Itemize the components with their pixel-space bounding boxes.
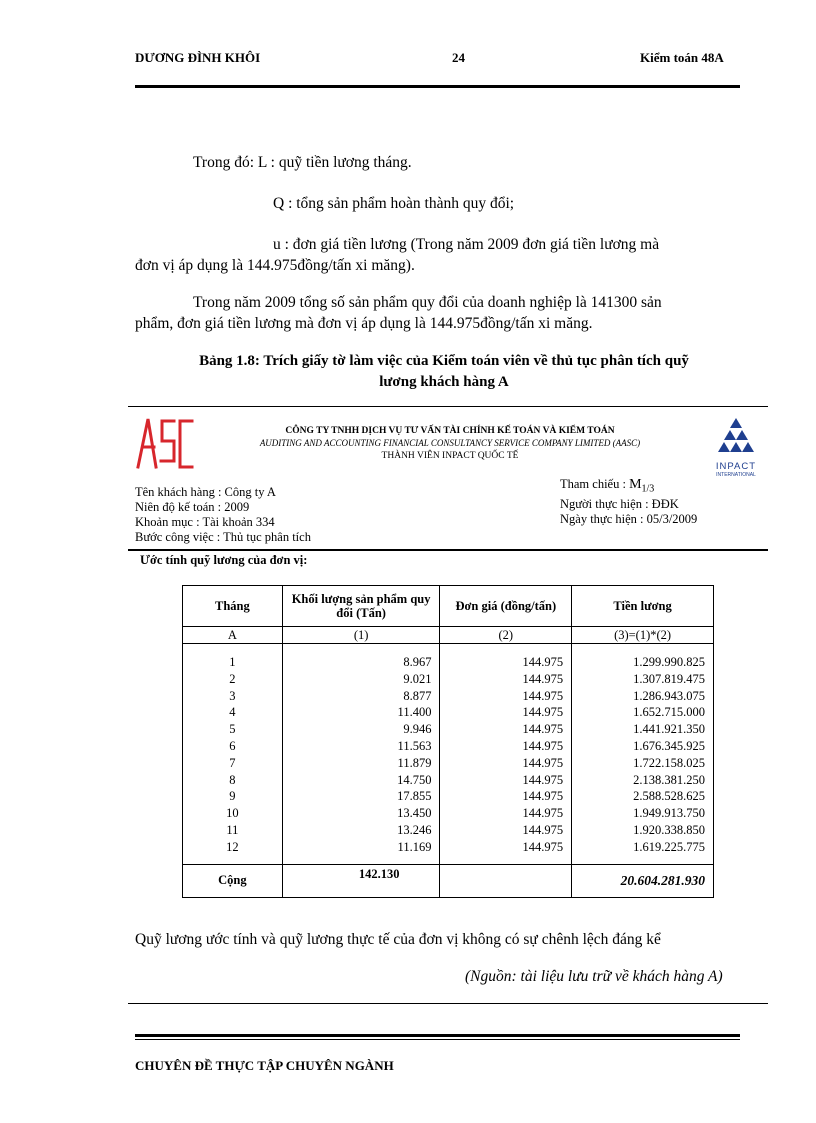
table-total-row: [183, 864, 714, 897]
wage-column: [572, 644, 714, 865]
price-cell: 144.975: [522, 705, 564, 720]
th-price: Đơn giá (đồng/tấn): [440, 586, 572, 627]
company-name-vn: CÔNG TY TNHH DỊCH VỤ TƯ VẤN TÀI CHÍNH KẾ TOÁN VÀ KIỂM TOÁN: [285, 426, 615, 436]
wage-cell: 1.286.943.075: [633, 688, 705, 703]
price-cell: 144.975: [522, 722, 564, 737]
wage-cell: 1.441.921.350: [633, 722, 705, 737]
price-cell: 144.975: [522, 772, 564, 787]
reference: [560, 477, 697, 497]
footer-rule-thin: [135, 1039, 740, 1040]
volume-cell: 11.400: [397, 705, 432, 720]
footer-rule-thick: [135, 1034, 740, 1037]
price-cell: 144.975: [522, 806, 564, 821]
idx-a: A: [183, 627, 283, 644]
month-cell: 2: [229, 671, 236, 686]
account-item: Khoản mục : Tài khoản 334: [135, 515, 275, 529]
wage-cell: 1.722.158.025: [633, 755, 705, 770]
wage-cell: 1.299.990.825: [633, 655, 705, 669]
header-rule: [135, 85, 740, 88]
volume-cell: 11.879: [397, 755, 432, 770]
price-cell: 144.975: [522, 671, 564, 686]
page-number: 24: [452, 50, 465, 65]
caption-line2: lương khách hàng A: [379, 374, 509, 390]
volume-cell: 11.563: [397, 738, 432, 753]
para-where-l: Trong đó: L : quỹ tiền lương tháng.: [193, 154, 412, 171]
wage-cell: 1.652.715.000: [633, 705, 705, 720]
month-cell: 6: [229, 738, 236, 753]
wage-cell: 1.920.338.850: [633, 822, 705, 837]
workpaper-bottom-rule: [128, 1003, 768, 1004]
volume-cell: 13.246: [397, 822, 432, 837]
volume-cell: 11.169: [397, 839, 432, 854]
price-column: [440, 644, 572, 865]
month-cell: 3: [229, 688, 236, 703]
workpaper-mid-rule: [128, 549, 768, 551]
wage-cell: 1.619.225.775: [633, 839, 705, 854]
wage-cell: 2.588.528.625: [633, 789, 705, 804]
client-name: Tên khách hàng : Công ty A: [135, 485, 276, 499]
workpaper-left: [135, 485, 311, 545]
table-body-row: [183, 644, 714, 865]
volume-cell: 9.021: [403, 671, 432, 686]
wage-cell: 1.949.913.750: [633, 806, 705, 821]
footer-title: CHUYÊN ĐỀ THỰC TẬP CHUYÊN NGÀNH: [135, 1058, 394, 1073]
volume-cell: 13.450: [397, 806, 432, 821]
conclusion-text: Quỹ lương ước tính và quỹ lương thực tế của đơn vị không có sự chênh lệch đáng kể: [135, 931, 661, 948]
wage-cell: 1.307.819.475: [633, 671, 705, 686]
month-column: [183, 644, 283, 865]
table-header-row: [183, 586, 714, 627]
th-volume: Khối lượng sản phẩm quy đổi (Tấn): [282, 586, 440, 627]
para-where-q: Q : tổng sản phẩm hoàn thành quy đổi;: [273, 195, 515, 212]
estimate-title: Ước tính quỹ lương của đơn vị:: [140, 553, 308, 567]
caption-line1: Bảng 1.8: Trích giấy tờ làm việc của Kiểm toán viên về thủ tục phân tích quỹ: [199, 353, 689, 369]
month-cell: 10: [226, 806, 239, 821]
volume-cell: 8.877: [403, 688, 432, 703]
month-cell: 12: [226, 839, 239, 854]
month-cell: 9: [229, 789, 236, 804]
table-index-row: [183, 627, 714, 644]
month-cell: 8: [229, 772, 236, 787]
idx-1: (1): [282, 627, 440, 644]
month-cell: 4: [229, 705, 236, 720]
header-course: Kiểm toán 48A: [640, 50, 724, 65]
source-note: (Nguồn: tài liệu lưu trữ về khách hàng A): [465, 968, 723, 985]
th-wage: Tiền lương: [572, 586, 714, 627]
wage-cell: 2.138.381.250: [633, 772, 705, 787]
volume-column: [282, 644, 440, 865]
reference-label: Tham chiếu :: [560, 477, 630, 491]
idx-3: (3)=(1)*(2): [572, 627, 714, 644]
price-cell: 144.975: [522, 822, 564, 837]
volume-cell: 9.946: [403, 722, 432, 737]
volume-cell: 14.750: [397, 772, 432, 787]
total-label: Cộng: [183, 864, 283, 897]
price-cell: 144.975: [522, 738, 564, 753]
price-cell: 144.975: [522, 655, 564, 669]
preparer: Người thực hiện : ĐĐK: [560, 496, 679, 511]
table-caption: [128, 351, 760, 393]
reference-sub: 1/3: [641, 483, 655, 495]
month-cell: 7: [229, 755, 236, 770]
workpaper-top-rule: [128, 406, 768, 407]
month-cell: 1: [229, 655, 236, 669]
para-2-line1: Trong năm 2009 tổng số sản phẩm quy đổi của doanh nghiệp là 141300 sản: [193, 294, 662, 311]
reference-code: M: [629, 477, 642, 492]
inpact-logo-sub: INTERNATIONAL: [716, 472, 756, 478]
workpaper-right: [560, 477, 697, 527]
total-wage: 20.604.281.930: [572, 864, 714, 897]
price-cell: 144.975: [522, 688, 564, 703]
para-where-u-1: u : đơn giá tiền lương (Trong năm 2009 đơn giá tiền lương mà: [273, 236, 660, 253]
price-cell: 144.975: [522, 839, 564, 854]
th-month: Tháng: [183, 586, 283, 627]
month-cell: 11: [226, 822, 239, 837]
fiscal-year: Niên độ kế toán : 2009: [135, 500, 250, 514]
work-date: Ngày thực hiện : 05/3/2009: [560, 511, 698, 526]
work-step: Bước công việc : Thủ tục phân tích: [135, 530, 311, 544]
total-volume: 142.130: [282, 864, 440, 897]
volume-cell: 8.967: [403, 655, 432, 669]
price-cell: 144.975: [522, 755, 564, 770]
company-member: THÀNH VIÊN INPACT QUỐC TẾ: [381, 451, 519, 461]
para-2-line2: phẩm, đơn giá tiền lương mà đơn vị áp dụng là 144.975đồng/tấn xi măng.: [135, 315, 593, 332]
company-name-en: AUDITING AND ACCOUNTING FINANCIAL CONSULTANCY SERVICE COMPANY LIMITED (AASC): [259, 438, 641, 448]
para-where-u-2: đơn vị áp dụng là 144.975đồng/tấn xi măng).: [135, 257, 415, 274]
inpact-logo: [710, 416, 762, 478]
header-author: DƯƠNG ĐÌNH KHÔI: [135, 50, 261, 65]
volume-cell: 17.855: [397, 789, 432, 804]
wage-cell: 1.676.345.925: [633, 738, 705, 753]
total-price-empty: [440, 864, 572, 897]
month-cell: 5: [229, 722, 236, 737]
idx-2: (2): [440, 627, 572, 644]
aasc-logo: [134, 411, 196, 473]
inpact-logo-text: INPACT: [715, 461, 757, 472]
salary-table: [182, 585, 714, 898]
price-cell: 144.975: [522, 789, 564, 804]
